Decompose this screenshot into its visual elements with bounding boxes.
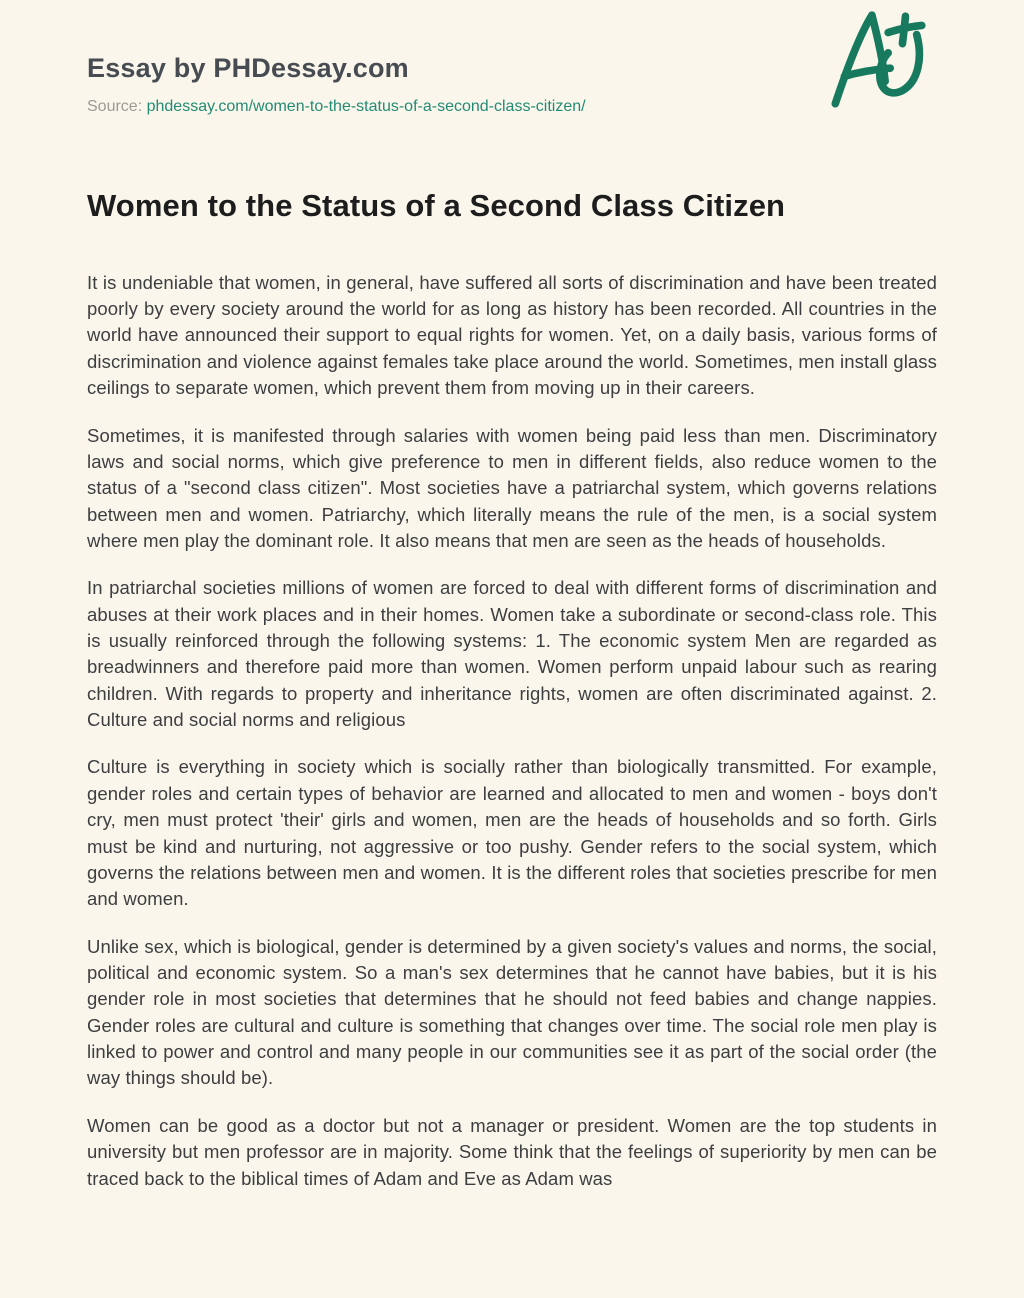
essay-paragraph: Culture is everything in society which is socially rather than biologically transmitted. For example, gender roles and certain types of behavior are learned and allocated to men and women - boys don't cry, men must protect 'their' girls and women, men are the heads of households and so forth. Girls must be kind and nurturing, not aggressive or too pushy. Gender refers to the social system, which governs the relations between men and women. It is the different roles that societies prescribe for men and women. — [87, 756, 937, 910]
source-label: Source: — [87, 98, 143, 116]
source-line — [87, 97, 937, 116]
essay-paragraph: Sometimes, it is manifested through salaries with women being paid less than men. Discriminatory laws and social norms, which give preference to men in different fields, also reduce women to the status of a "second class citizen". Most societies have a patriarchal system, which governs relations between men and women. Patriarchy, which literally means the rule of the men, is a social system where men play the dominant role. It also means that men are seen as the heads of households. — [87, 424, 937, 551]
a-plus-logo-icon — [827, 2, 929, 118]
essay-paragraph: In patriarchal societies millions of women are forced to deal with different forms of discrimination and abuses at their work places and in their homes. Women take a subordinate or second-class role. This is usually reinforced through the following systems: 1. The economic system Men are regarded as breadwinners and therefore paid more than women. Women perform unpaid labour such as rearing children. With regards to property and inheritance rights, women are often discriminated against. 2. Culture and social norms and religious — [87, 577, 937, 731]
source-link[interactable]: phdessay.com/women-to-the-status-of-a-second-class-citizen/ — [146, 98, 586, 116]
essay-body — [87, 270, 937, 1192]
site-title: Essay by PHDessay.com — [87, 53, 409, 83]
article-title: Women to the Status of a Second Class Citizen — [87, 187, 786, 223]
essay-paragraph: Unlike sex, which is biological, gender is determined by a given society's values and norms, the social, political and economic system. So a man's sex determines that he cannot have babies, but it is his gender role in most societies that determines that he should not feed babies and change nappies. Gender roles are cultural and culture is something that changes over time. The social role men play is linked to power and control and many people in our communities see it as part of the social order (the way things should be). — [87, 935, 937, 1089]
header — [87, 0, 937, 117]
essay-paragraph: It is undeniable that women, in general, have suffered all sorts of discrimination and have been treated poorly by every society around the world for as long as history has been recorded. All countries in the world have announced their support to equal rights for women. Yet, on a daily basis, various forms of discrimination and violence against females take place around the world. Sometimes, men install glass ceilings to separate women, which prevent them from moving up in their careers. — [87, 271, 937, 399]
essay-paragraph: Women can be good as a doctor but not a manager or president. Women are the top students in university but men professor are in majority. Some think that the feelings of superiority by men can be traced back to the biblical times of Adam and Eve as Adam was — [87, 1114, 937, 1189]
